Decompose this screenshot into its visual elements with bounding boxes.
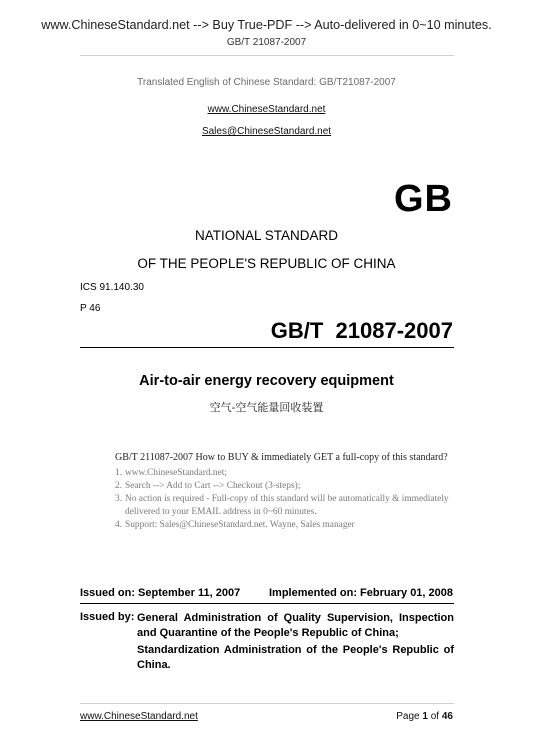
website-link-row	[0, 99, 533, 117]
buy-step-number: 4.	[115, 520, 123, 530]
issue-dates-row	[80, 587, 454, 599]
issued-on-date: Issued on: September 11, 2007	[80, 587, 241, 599]
buy-step-number: 3.	[115, 494, 123, 504]
buy-step	[115, 519, 465, 532]
email-link[interactable]: Sales@ChineseStandard.net	[201, 126, 332, 137]
buy-step-text: No action is required - Full-copy of this standard will be automatically & immediately delivered to your EMAIL address in 0~60 minutes.	[125, 494, 449, 517]
buy-steps-list	[115, 467, 465, 532]
page-prefix: Page	[396, 711, 423, 722]
page-current: 1	[422, 711, 428, 722]
republic-heading: OF THE PEOPLE'S REPUBLIC OF CHINA	[137, 256, 396, 271]
buy-heading: GB/T 211087-2007 How to BUY & immediately GET a full-copy of this standard?	[115, 452, 448, 463]
standard-number: GB/T 21087-2007	[270, 318, 453, 343]
page-of: of	[427, 711, 442, 722]
title-english: Air-to-air energy recovery equipment	[139, 373, 394, 389]
issue-dates-rule	[80, 603, 454, 604]
footer-divider	[80, 703, 454, 704]
buy-step-number: 1.	[115, 468, 123, 478]
buy-step	[115, 467, 465, 480]
email-link-row	[0, 121, 533, 139]
buy-step-number: 2.	[115, 481, 123, 491]
standard-number-rule	[80, 347, 454, 348]
p-code: P 46	[80, 303, 101, 314]
page-indicator	[396, 711, 453, 722]
buy-instructions	[115, 452, 465, 532]
issued-by-label: Issued by:	[80, 611, 135, 623]
page-total: 46	[441, 711, 453, 722]
title-chinese: 空气-空气能量回收装置	[209, 402, 324, 414]
header-divider	[80, 55, 454, 56]
translated-line: Translated English of Chinese Standard: GB/T21087-2007	[137, 77, 396, 88]
buy-step-text: www.ChineseStandard.net;	[125, 468, 227, 478]
footer-website-link[interactable]: www.ChineseStandard.net	[80, 711, 198, 722]
buy-step	[115, 480, 465, 493]
buy-step-text: Support: Sales@ChineseStandard.net. Wayne, Sales manager	[125, 520, 355, 530]
buy-step-text: Search --> Add to Cart --> Checkout (3-steps);	[125, 481, 301, 491]
issued-by-authority-1: General Administration of Quality Supervision, Inspection and Quarantine of the People's Republic of China;	[137, 612, 454, 639]
implemented-on-date: Implemented on: February 01, 2008	[269, 587, 454, 599]
ics-code: ICS 91.140.30	[80, 282, 144, 293]
website-link[interactable]: www.ChineseStandard.net	[207, 104, 326, 115]
top-banner: www.ChineseStandard.net --> Buy True-PDF --> Auto-delivered in 0~10 minutes.	[41, 18, 492, 32]
buy-step	[115, 493, 465, 519]
national-standard-heading: NATIONAL STANDARD	[194, 228, 338, 243]
header-doc-code: GB/T 21087-2007	[226, 37, 307, 48]
gb-logo: GB	[394, 178, 453, 220]
issued-by-authority-2: Standardization Administration of the People's Republic of China.	[137, 644, 454, 671]
